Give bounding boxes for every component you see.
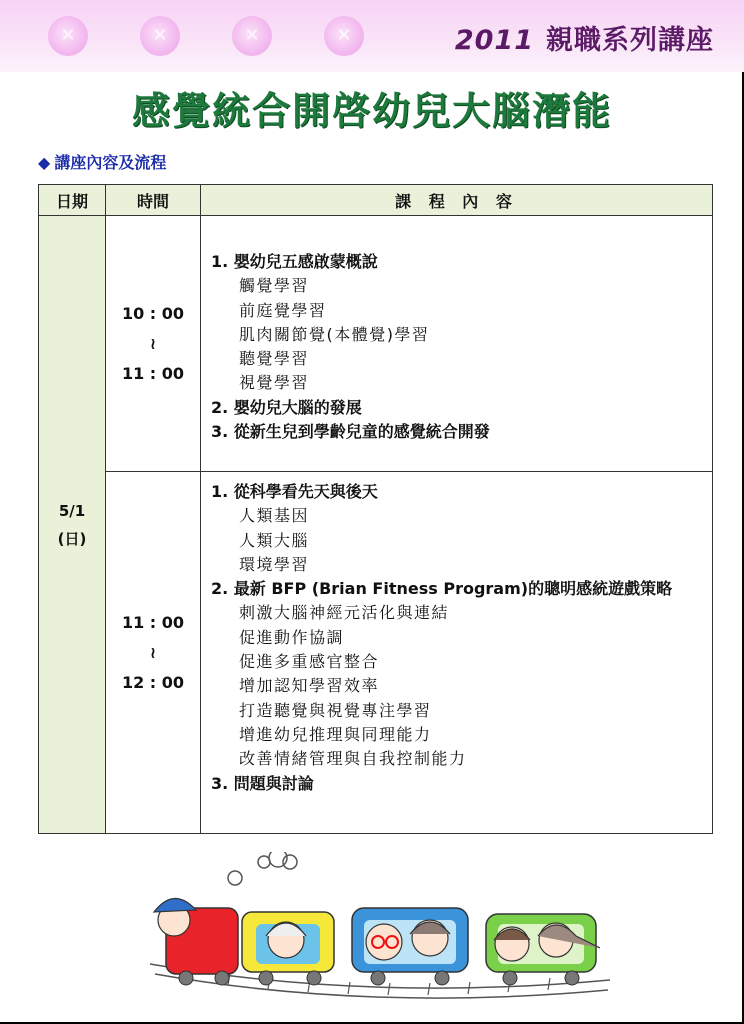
topic-subitem: 促進多重感官整合	[239, 652, 380, 672]
diamond-bullet-icon: ◆	[38, 153, 51, 172]
page-title: 感覺統合開啓幼兒大腦潛能	[131, 89, 612, 133]
topic-subitem: 改善情緒管理與自我控制能力	[239, 749, 467, 769]
topic-subitem: 前庭覺學習	[239, 300, 327, 320]
flower-decoration-icon	[232, 16, 272, 56]
topic-item: 2. 最新 BFP (Brian Fitness Program)的聰明感統遊戲策略	[211, 579, 673, 599]
topic-item: 2. 嬰幼兒大腦的發展	[211, 397, 362, 417]
table-row	[39, 216, 713, 472]
topic-subitem: 打造聽覺與視覺專注學習	[239, 700, 432, 720]
time-separator: ≀	[150, 642, 156, 662]
flower-decoration-icon	[324, 16, 364, 56]
time-separator: ≀	[150, 333, 156, 353]
topic-subitem: 人類基因	[239, 506, 310, 526]
topic-subitem: 聽覺學習	[239, 349, 310, 369]
time-start: 10 : 00	[121, 303, 185, 323]
flower-decoration-icon	[48, 16, 88, 56]
topic-item: 1. 嬰幼兒五感啟蒙概說	[211, 252, 378, 271]
date-weekday: (日)	[57, 529, 87, 548]
topic-subitem: 增加認知學習效率	[239, 676, 380, 696]
table-row	[39, 472, 713, 834]
content-cell	[201, 216, 713, 472]
train-illustration	[130, 852, 630, 1012]
topic-subitem: 環境學習	[239, 554, 310, 574]
section-heading	[38, 150, 166, 173]
date-cell	[39, 216, 106, 834]
table-header-row	[39, 185, 713, 216]
topic-subitem: 視覺學習	[239, 373, 310, 393]
topic-subitem: 觸覺學習	[239, 276, 310, 296]
banner-title	[455, 18, 714, 57]
header-banner	[0, 0, 744, 72]
time-cell	[106, 472, 201, 834]
section-heading-text: 講座內容及流程	[54, 153, 167, 172]
topic-subitem: 促進動作協調	[239, 627, 345, 647]
topic-item: 1. 從科學看先天與後天	[211, 482, 378, 501]
content-cell	[201, 472, 713, 834]
time-start: 11 : 00	[121, 612, 185, 632]
date-day: 5/1	[58, 501, 86, 520]
topic-subitem: 肌肉關節覺(本體覺)學習	[239, 324, 430, 344]
header-date: 日期	[39, 185, 106, 216]
topic-subitem: 增進幼兒推理與同理能力	[239, 724, 432, 744]
banner-series: 親職系列講座	[546, 25, 714, 56]
flower-decoration-icon	[140, 16, 180, 56]
time-end: 11 : 00	[121, 363, 185, 383]
header-time: 時間	[106, 185, 201, 216]
banner-year: 2011	[454, 25, 534, 56]
time-cell	[106, 216, 201, 472]
schedule-table	[38, 184, 713, 834]
topic-subitem: 刺激大腦神經元活化與連結	[239, 603, 450, 623]
header-content: 課 程 內 容	[201, 185, 713, 216]
topic-subitem: 人類大腦	[239, 530, 310, 550]
time-end: 12 : 00	[121, 672, 185, 692]
topic-item: 3. 問題與討論	[211, 773, 314, 793]
topic-item: 3. 從新生兒到學齡兒童的感覺統合開發	[211, 422, 490, 442]
